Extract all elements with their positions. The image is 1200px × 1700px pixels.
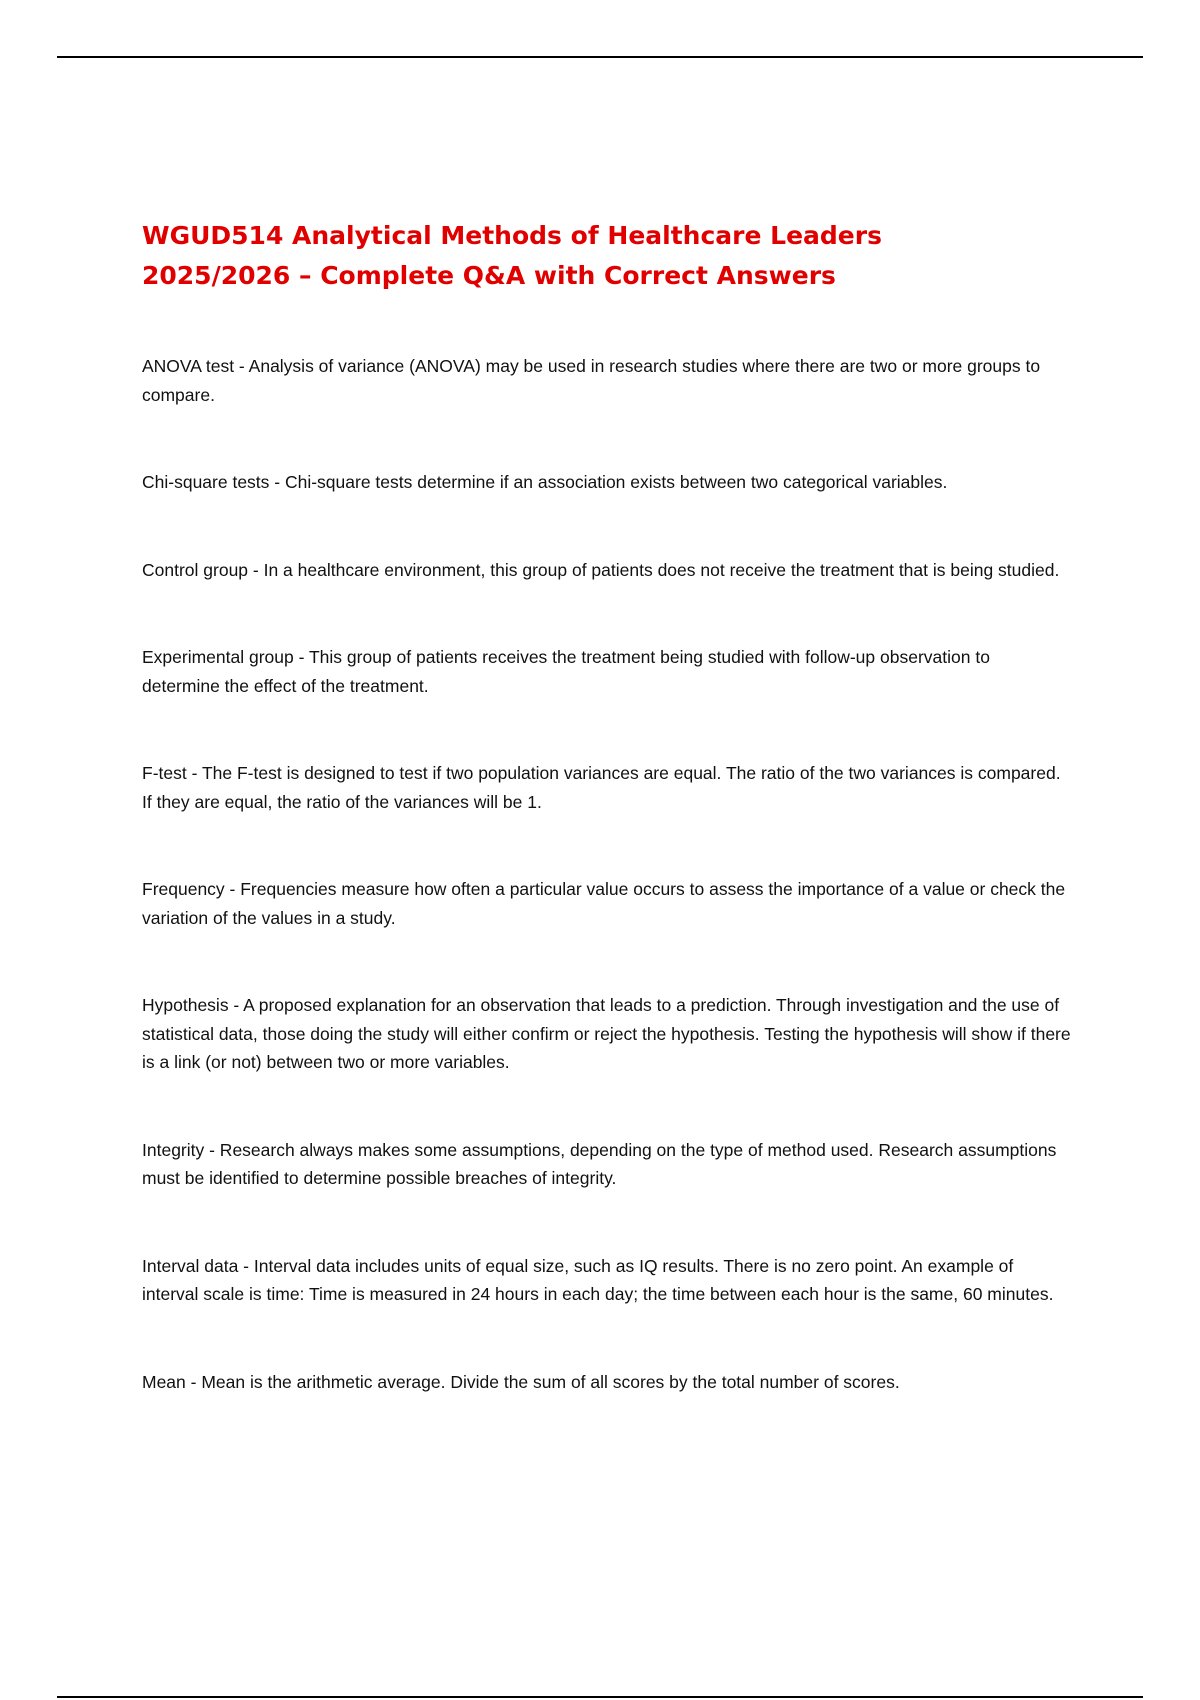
qa-entry-anova: ANOVA test - Analysis of variance (ANOVA) may be used in research studies where there are two or more groups to compare. xyxy=(142,356,1041,405)
qa-entry-control-group: Control group - In a healthcare environment, this group of patients does not receive the treatment that is being studied. xyxy=(142,559,1060,580)
qa-entry-interval-data: Interval data - Interval data includes units of equal size, such as IQ results. There is no zero point. An example of interval scale is time: Time is measured in 24 hours in each day; the time between each hour is the same, 60 minutes. xyxy=(142,1255,1054,1304)
qa-entry-hypothesis: Hypothesis - A proposed explanation for an observation that leads to a prediction. Through investigation and the use of statistical data, those doing the study will either confirm or reject the hypothesis. Testing the hypothesis will show if there is a link (or not) between two or more variables. xyxy=(142,995,1071,1072)
qa-entry-f-test: F-test - The F-test is designed to test if two population variances are equal. The ratio of the two variances is compared. If they are equal, the ratio of the variances will be 1. xyxy=(142,763,1061,812)
qa-entry-integrity: Integrity - Research always makes some assumptions, depending on the type of method used. Research assumptions must be identified to determine possible breaches of integrity. xyxy=(142,1139,1057,1188)
title-line-1: WGUD514 Analytical Methods of Healthcare Leaders xyxy=(142,221,882,250)
document-title xyxy=(142,216,1102,296)
qa-entry-list xyxy=(142,352,1072,1455)
qa-entry-mean: Mean - Mean is the arithmetic average. Divide the sum of all scores by the total number of scores. xyxy=(142,1371,900,1392)
header-rule xyxy=(57,56,1143,58)
footer-rule xyxy=(57,1696,1143,1698)
title-line-2: 2025/2026 – Complete Q&A with Correct Answers xyxy=(142,261,836,290)
qa-entry-chi-square: Chi-square tests - Chi-square tests determine if an association exists between two categorical variables. xyxy=(142,472,948,492)
qa-entry-frequency: Frequency - Frequencies measure how often a particular value occurs to assess the importance of a value or check the variation of the values in a study. xyxy=(142,879,1066,928)
qa-entry-experimental-group: Experimental group - This group of patients receives the treatment being studied with follow-up observation to determine the effect of the treatment. xyxy=(142,647,990,696)
